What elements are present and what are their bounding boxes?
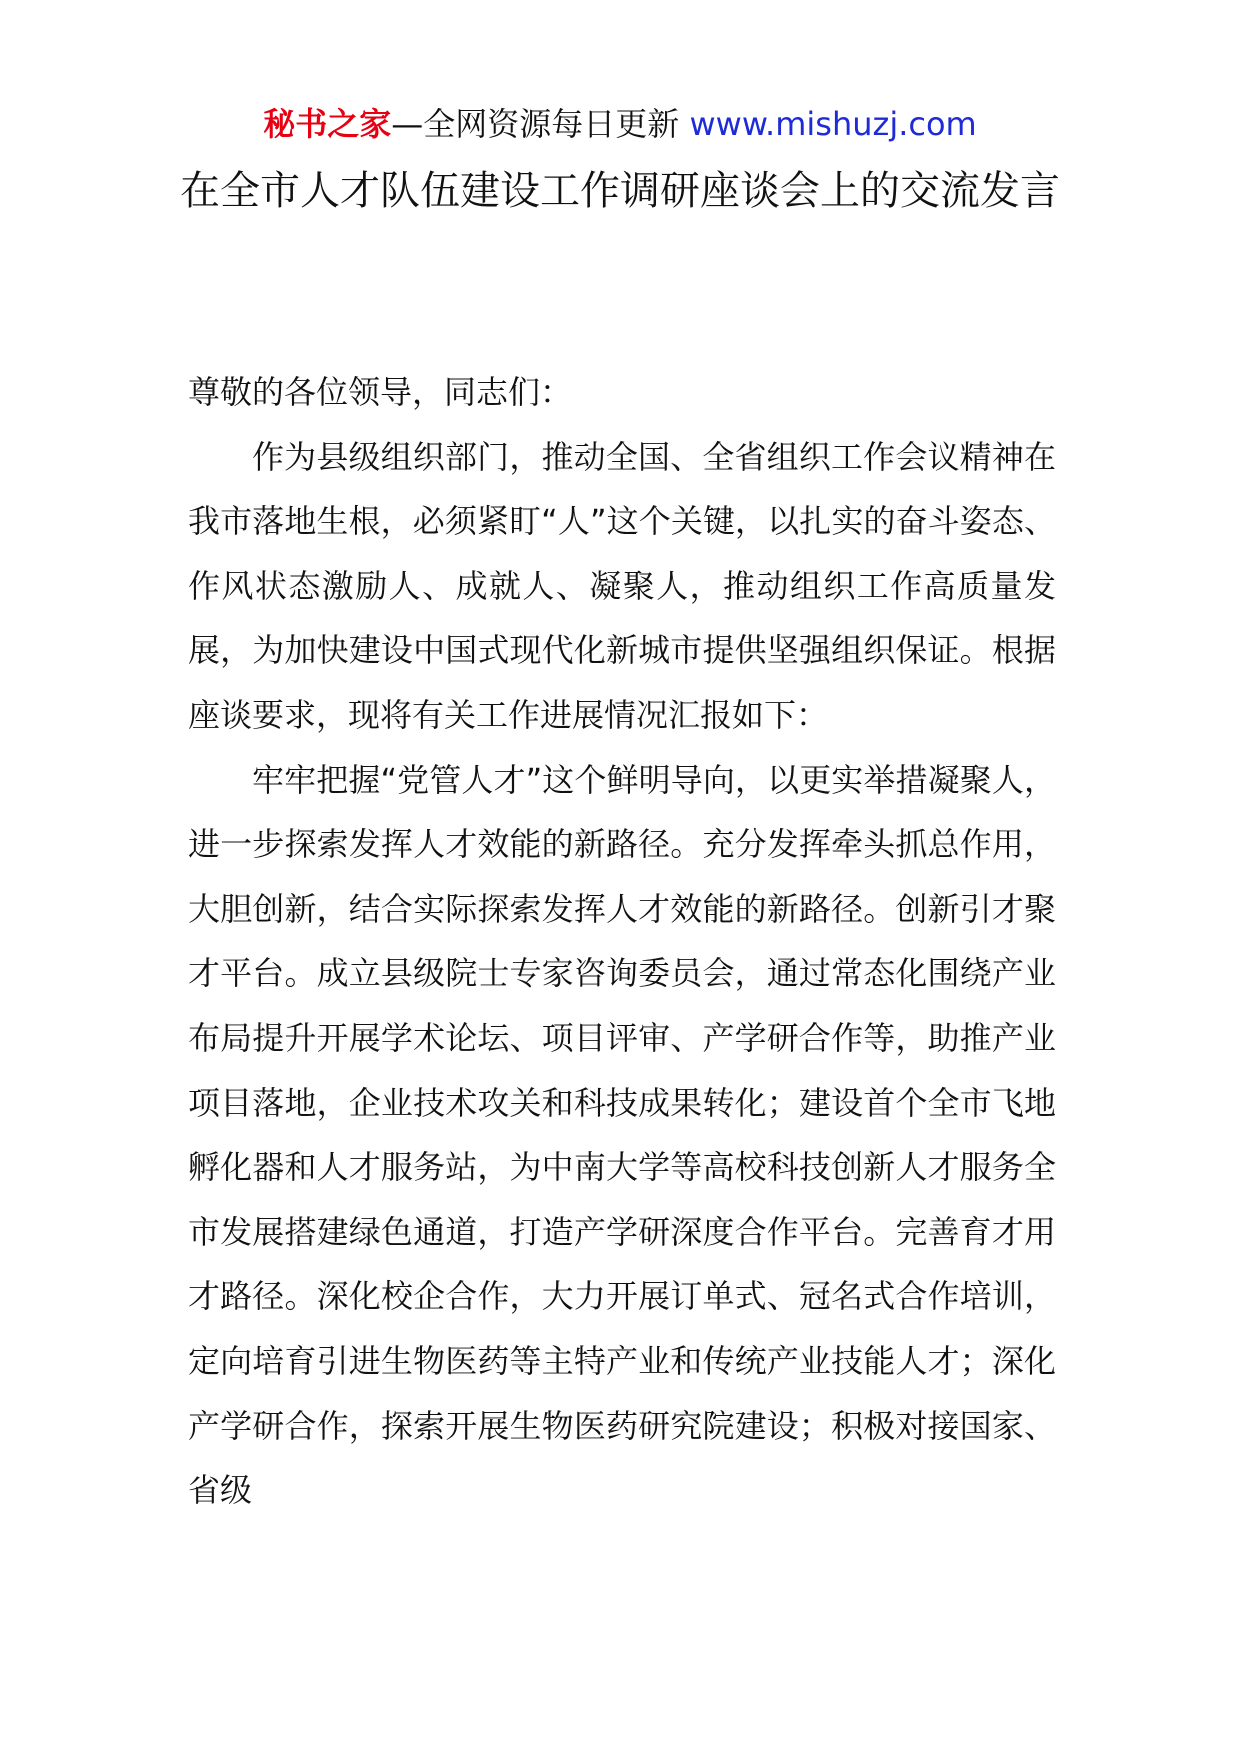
header-tagline: —全网资源每日更新 <box>391 105 680 143</box>
body-paragraph-1: 作为县级组织部门，推动全国、全省组织工作会议精神在我市落地生根，必须紧盯“人”这个关键，以扎实的奋斗姿态、作风状态激励人、成就人、凝聚人，推动组织工作高质量发展，为加快建设中国式现代化新城市提供坚强组织保证。根据座谈要求，现将有关工作进展情况汇报如下： <box>188 437 1056 734</box>
brand-name: 秘书之家 <box>263 105 392 143</box>
salutation: 尊敬的各位领导，同志们： <box>188 373 573 411</box>
document-title: 在全市人才队伍建设工作调研座谈会上的交流发言 <box>180 168 1060 214</box>
body-paragraph-2: 牢牢把握“党管人才”这个鲜明导向，以更实举措凝聚人，进一步探索发挥人才效能的新路径。充分发挥牵头抓总作用，大胆创新，结合实际探索发挥人才效能的新路径。创新引才聚才平台。成立县级院士专家咨询委员会，通过常态化围绕产业布局提升开展学术论坛、项目评审、产学研合作等，助推产业项目落地，企业技术攻关和科技成果转化；建设首个全市飞地孵化器和人才服务站，为中南大学等高校科技创新人才服务全市发展搭建绿色通道，打造产学研深度合作平台。完善育才用才路径。深化校企合作，大力开展订单式、冠名式合作培训，定向培育引进生物医药等主特产业和传统产业技能人才；深化产学研合作，探索开展生物医药研究院建设；积极对接国家、省级 <box>188 760 1056 1510</box>
document-body <box>188 360 1056 1523</box>
site-header <box>0 102 1240 146</box>
site-url-link[interactable]: www.mishuzj.com <box>689 105 977 143</box>
